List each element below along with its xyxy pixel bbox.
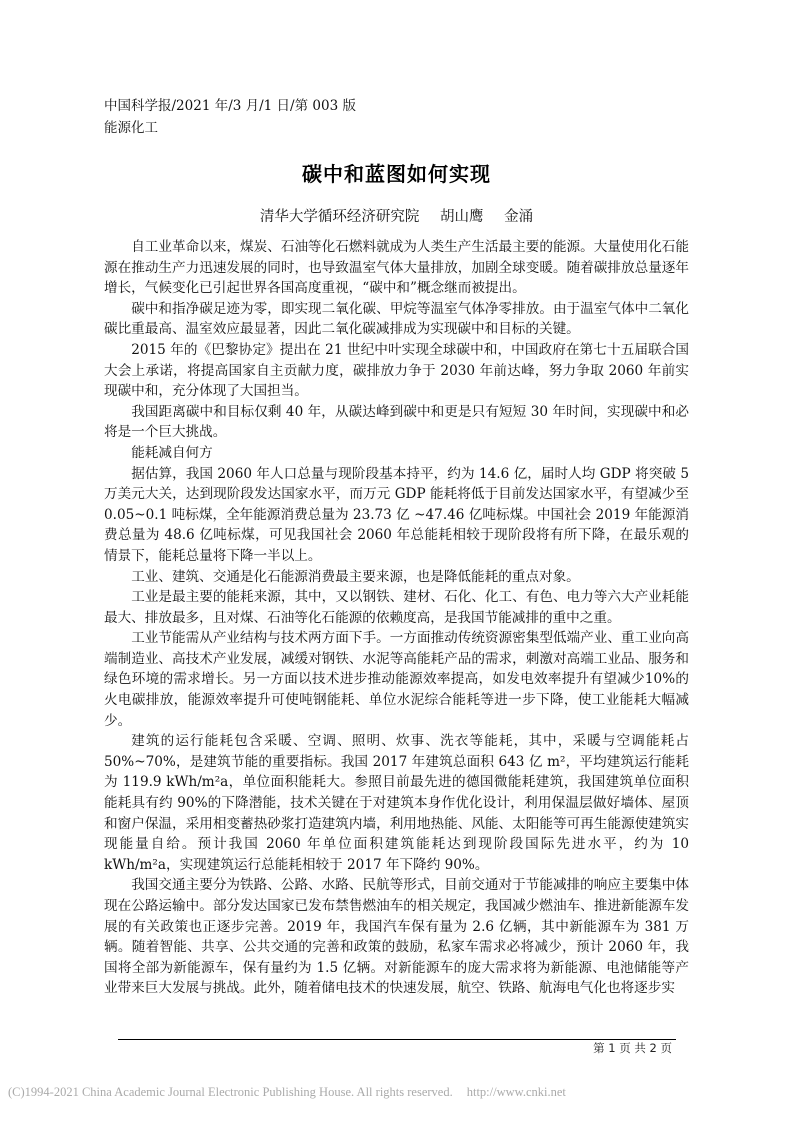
article-body (104, 237, 689, 999)
author-name: 胡山鹰 (440, 209, 484, 225)
paragraph: 工业是最主要的能耗来源，其中，又以钢铁、建材、石化、化工、有色、电力等六大产业耗能最大、排放最多，且对煤、石油等化石能源的依赖度高，是我国节能减排的重中之重。 (104, 589, 689, 626)
paragraph: 自工业革命以来，煤炭、石油等化石燃料就成为人类生产生活最主要的能源。大量使用化石能源在推动生产力迅速发展的同时，也导致温室气体大量排放，加剧全球变暖。随着碳排放总量逐年增长，气候变化已引起世界各国高度重视，“碳中和”概念继而被提出。 (104, 239, 689, 297)
page-indicator: 第 1 页 共 2 页 (593, 1041, 672, 1055)
paragraph: 建筑的运行能耗包含采暖、空调、照明、炊事、洗衣等能耗，其中，采暖与空调能耗占 50%~70%，是建筑节能的重要指标。我国 2017 年建筑总面积 643 亿 m²，平均建筑运行能耗为 119.9 kWh/m²a，单位面积能耗大。参照目前最先进的德国微能耗建筑，我国建筑单位面积能耗具有约 90%的下降潜能，技术关键在于对建筑本身作优化设计，利用保温层做好墙体、屋顶和窗户保温，采用相变蓄热砂浆打造建筑内墙，利用地热能、风能、太阳能等可再生能源使建筑实现能量自给。预计我国 2060 年单位面积建筑能耗达到现阶段国际先进水平，约为 10 kWh/m²a，实现建筑运行总能耗相较于 2017 年下降约 90%。 (104, 733, 689, 873)
copyright-notice (8, 1085, 566, 1100)
paragraph: 我国交通主要分为铁路、公路、水路、民航等形式，目前交通对于节能减排的响应主要集中体现在公路运输中。部分发达国家已发布禁售燃油车的相关规定，我国减少燃油车、推进新能源车发展的有关政策也正逐步完善。2019 年，我国汽车保有量为 2.6 亿辆，其中新能源车为 381 万辆。随着智能、共享、公共交通的完善和政策的鼓励，私家车需求必将减少，预计 2060 年，我国将全部为新能源车，保有量约为 1.5 亿辆。对新能源车的庞大需求将为新能源、电池储能等产业带来巨大发展与挑战。此外，随着储电技术的快速发展，航空、铁路、航海电气化也将逐步实 (104, 877, 689, 997)
affiliation: 清华大学循环经济研究院 (259, 209, 420, 225)
byline (0, 205, 793, 226)
source-line: 中国科学报/2021 年/3 月/1 日/第 003 版 (104, 98, 356, 114)
paragraph: 工业、建筑、交通是化石能源消费最主要来源，也是降低能耗的重点对象。 (131, 568, 580, 585)
paragraph: 我国距离碳中和目标仅剩 40 年，从碳达峰到碳中和更是只有短短 30 年时间，实现碳中和必将是一个巨大挑战。 (104, 403, 689, 441)
cnki-link[interactable]: http://www.cnki.net (466, 1085, 566, 1099)
section-label: 能源化工 (104, 120, 158, 136)
paragraph: 据估算，我国 2060 年人口总量与现阶段基本持平，约为 14.6 亿，届时人均 GDP 将突破 5 万美元大关，达到现阶段发达国家水平，而万元 GDP 能耗将低于目前发达国家水平，有望减少至 0.05~0.1 吨标煤，全年能源消费总量为 23.73 亿 ~47.46 亿吨标煤。中国社会 2019 年能源消费总量为 48.6 亿吨标煤，可见我国社会 2060 年总能耗相较于现阶段将有所下降，在最乐观的情景下，能耗总量将下降一半以上。 (104, 465, 689, 564)
paragraph: 工业节能需从产业结构与技术两方面下手。一方面推动传统资源密集型低端产业、重工业向高端制造业、高技术产业发展，减缓对钢铁、水泥等高能耗产品的需求，刺激对高端工业品、服务和绿色环境的需求增长。另一方面以技术进步推动能源效率提高，如发电效率提升有望减少10%的火电碳排放，能源效率提升可使吨钢能耗、单位水泥综合能耗等进一步下降，使工业能耗大幅减少。 (104, 630, 689, 729)
paragraph: 碳中和指净碳足迹为零，即实现二氧化碳、甲烷等温室气体净零排放。由于温室气体中二氧化碳比重最高、温室效应最显著，因此二氧化碳减排成为实现碳中和目标的关键。 (104, 300, 689, 338)
author-name: 金涌 (504, 209, 534, 225)
article-title: 碳中和蓝图如何实现 (302, 162, 491, 186)
paragraph: 2015 年的《巴黎协定》提出在 21 世纪中叶实现全球碳中和，中国政府在第七十五届联合国大会上承诺，将提高国家自主贡献力度，碳排放力争于 2030 年前达峰，努力争取 2060 年前实现碳中和，充分体现了大国担当。 (104, 341, 689, 400)
copyright-text: (C)1994-2021 China Academic Journal Electronic Publishing House. All rights reserved. (8, 1085, 453, 1099)
section-heading: 能耗减自何方 (131, 444, 213, 461)
